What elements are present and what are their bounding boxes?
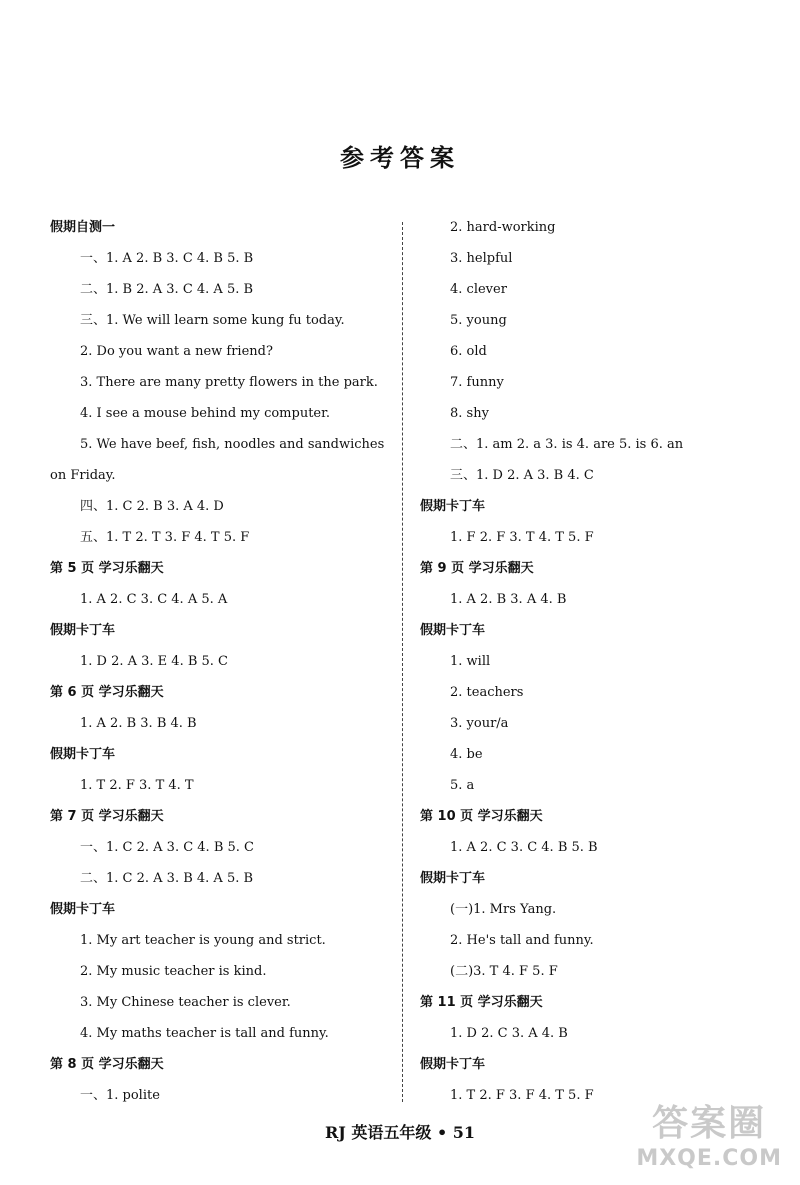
- answer-line: 一、1. A 2. B 3. C 4. B 5. B: [80, 251, 254, 266]
- watermark-title: 答案圈: [652, 1103, 767, 1144]
- section-heading: 第 8 页 学习乐翻天: [50, 1057, 164, 1072]
- answer-line: 2. hard-working: [450, 220, 556, 235]
- answer-line: 2. teachers: [450, 685, 524, 700]
- answer-line: 4. clever: [450, 282, 507, 297]
- section-heading: 假期卡丁车: [50, 623, 116, 638]
- section-heading: 假期卡丁车: [420, 623, 486, 638]
- answer-line: 5. We have beef, fish, noodles and sandwiches: [80, 437, 385, 452]
- answer-line: 1. D 2. C 3. A 4. B: [450, 1026, 568, 1041]
- section-heading: 假期卡丁车: [420, 871, 486, 886]
- answer-line: 4. I see a mouse behind my computer.: [80, 406, 331, 421]
- answer-line: 1. will: [450, 654, 491, 669]
- answer-line: 五、1. T 2. T 3. F 4. T 5. F: [80, 530, 250, 545]
- answer-line: 3. helpful: [450, 251, 513, 266]
- answer-line: 7. funny: [450, 375, 504, 390]
- section-heading: 第 5 页 学习乐翻天: [50, 561, 164, 576]
- answer-line: 8. shy: [450, 406, 489, 421]
- left-answer-column: [50, 212, 395, 1111]
- answer-line: 5. young: [450, 313, 507, 328]
- answer-line: 4. be: [450, 747, 483, 762]
- answer-line: 5. a: [450, 778, 475, 793]
- answer-line: 6. old: [450, 344, 487, 359]
- answer-line: 一、1. polite: [80, 1088, 160, 1103]
- answer-line: 1. T 2. F 3. T 4. T: [80, 778, 194, 793]
- answer-line: 三、1. D 2. A 3. B 4. C: [450, 468, 594, 483]
- answer-line: 二、1. B 2. A 3. C 4. A 5. B: [80, 282, 254, 297]
- section-heading: 第 9 页 学习乐翻天: [420, 561, 534, 576]
- answer-line: (二)3. T 4. F 5. F: [450, 964, 558, 979]
- section-heading: 第 11 页 学习乐翻天: [420, 995, 543, 1010]
- watermark-url: MXQE.COM: [636, 1146, 782, 1171]
- right-answer-column: [420, 212, 750, 1111]
- answer-line: 1. A 2. C 3. C 4. A 5. A: [80, 592, 228, 607]
- answer-line: 二、1. am 2. a 3. is 4. are 5. is 6. an: [450, 437, 684, 452]
- answer-line: 一、1. C 2. A 3. C 4. B 5. C: [80, 840, 254, 855]
- answer-line: 三、1. We will learn some kung fu today.: [80, 313, 345, 328]
- answer-line: 3. There are many pretty flowers in the park.: [80, 375, 378, 390]
- answer-line: 1. D 2. A 3. E 4. B 5. C: [80, 654, 229, 669]
- section-heading: 第 6 页 学习乐翻天: [50, 685, 164, 700]
- section-heading: 假期卡丁车: [420, 1057, 486, 1072]
- answer-line: 1. A 2. C 3. C 4. B 5. B: [450, 840, 598, 855]
- answer-line: 3. your/a: [450, 716, 509, 731]
- answer-line: 1. A 2. B 3. B 4. B: [80, 716, 197, 731]
- watermark-logo: [636, 1095, 782, 1171]
- answer-line: 1. A 2. B 3. A 4. B: [450, 592, 567, 607]
- answer-line: 2. Do you want a new friend?: [80, 344, 273, 359]
- section-heading: 假期卡丁车: [420, 499, 486, 514]
- section-heading: 第 10 页 学习乐翻天: [420, 809, 543, 824]
- answer-line: (一)1. Mrs Yang.: [450, 902, 557, 917]
- answer-line: 四、1. C 2. B 3. A 4. D: [80, 499, 224, 514]
- section-heading: 第 7 页 学习乐翻天: [50, 809, 164, 824]
- answer-line: 2. My music teacher is kind.: [80, 964, 267, 979]
- column-divider: [402, 222, 403, 1102]
- answer-line: 1. F 2. F 3. T 4. T 5. F: [450, 530, 594, 545]
- answer-line: 4. My maths teacher is tall and funny.: [80, 1026, 329, 1041]
- answer-line: on Friday.: [50, 468, 116, 483]
- answer-line: 二、1. C 2. A 3. B 4. A 5. B: [80, 871, 254, 886]
- page-title: 参考答案: [340, 143, 460, 172]
- answer-line: 1. T 2. F 3. F 4. T 5. F: [450, 1088, 594, 1103]
- section-heading: 假期自测一: [50, 220, 116, 235]
- answer-line: 1. My art teacher is young and strict.: [80, 933, 326, 948]
- page-footer: RJ 英语五年级 • 51: [324, 1123, 476, 1142]
- answer-line: 2. He's tall and funny.: [450, 933, 594, 948]
- answer-line: 3. My Chinese teacher is clever.: [80, 995, 291, 1010]
- section-heading: 假期卡丁车: [50, 747, 116, 762]
- section-heading: 假期卡丁车: [50, 902, 116, 917]
